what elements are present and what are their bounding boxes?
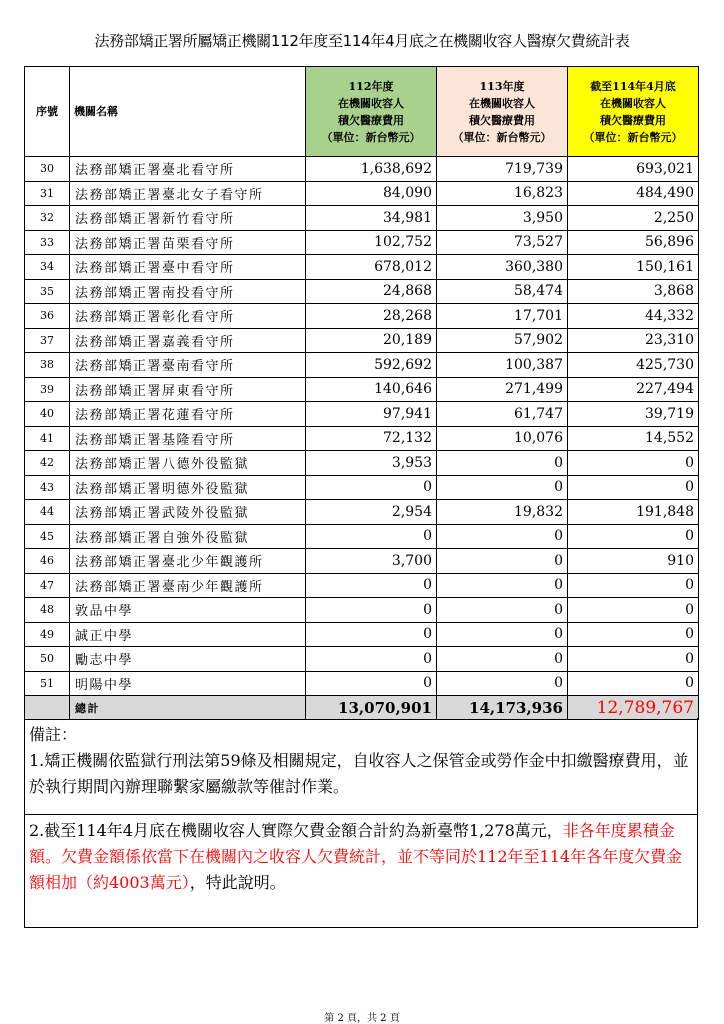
table-body bbox=[25, 157, 699, 720]
row-seq: 36 bbox=[25, 304, 70, 329]
table-row bbox=[25, 157, 699, 182]
notes-label: 備註： bbox=[29, 725, 78, 744]
row-name: 明陽中學 bbox=[70, 671, 306, 696]
table-row bbox=[25, 524, 699, 549]
medical-debt-table bbox=[24, 66, 699, 720]
row-y114: 150,161 bbox=[568, 255, 699, 280]
row-y114: 39,719 bbox=[568, 402, 699, 427]
note-2-emphasis: 非各年度累積金額。欠費金額係依當下在機關內之收容人欠費統計，並不等同於112年至114年各年度欠費金額相加（約4003萬元） bbox=[29, 821, 683, 892]
row-seq: 47 bbox=[25, 573, 70, 598]
row-y113: 0 bbox=[437, 671, 568, 696]
row-y113: 61,747 bbox=[437, 402, 568, 427]
table-row bbox=[25, 451, 699, 476]
row-seq: 50 bbox=[25, 647, 70, 672]
header-y112-line: （單位：新台幣元） bbox=[321, 130, 421, 144]
table-row bbox=[25, 353, 699, 378]
row-seq: 49 bbox=[25, 622, 70, 647]
row-y114: 227,494 bbox=[568, 377, 699, 402]
row-y114: 484,490 bbox=[568, 181, 699, 206]
header-y113-line: 在機關收容人 bbox=[469, 96, 535, 110]
row-y113: 57,902 bbox=[437, 328, 568, 353]
row-y112: 0 bbox=[306, 598, 437, 623]
table-row bbox=[25, 549, 699, 574]
row-y113: 10,076 bbox=[437, 426, 568, 451]
row-y114: 2,250 bbox=[568, 206, 699, 231]
row-seq: 37 bbox=[25, 328, 70, 353]
total-y113: 14,173,936 bbox=[437, 696, 568, 720]
row-name: 法務部矯正署臺北看守所 bbox=[70, 157, 306, 182]
row-y112: 24,868 bbox=[306, 279, 437, 304]
row-y112: 592,692 bbox=[306, 353, 437, 378]
row-y113: 0 bbox=[437, 598, 568, 623]
row-y112: 3,700 bbox=[306, 549, 437, 574]
row-name: 法務部矯正署屏東看守所 bbox=[70, 377, 306, 402]
row-seq: 40 bbox=[25, 402, 70, 427]
header-y114-line: 截至114年4月底 bbox=[590, 79, 676, 93]
total-label: 總計 bbox=[70, 696, 306, 720]
header-y114-line: （單位：新台幣元） bbox=[583, 130, 683, 144]
row-y114: 0 bbox=[568, 573, 699, 598]
row-name: 法務部矯正署明德外役監獄 bbox=[70, 475, 306, 500]
row-y114: 0 bbox=[568, 647, 699, 672]
total-y114: 12,789,767 bbox=[568, 696, 699, 720]
row-y112: 84,090 bbox=[306, 181, 437, 206]
table-row bbox=[25, 206, 699, 231]
row-y113: 0 bbox=[437, 647, 568, 672]
header-name: 機關名稱 bbox=[70, 67, 306, 157]
row-name: 法務部矯正署嘉義看守所 bbox=[70, 328, 306, 353]
notes-box bbox=[24, 718, 698, 928]
row-seq: 51 bbox=[25, 671, 70, 696]
table-row bbox=[25, 671, 699, 696]
row-seq: 32 bbox=[25, 206, 70, 231]
row-y113: 100,387 bbox=[437, 353, 568, 378]
note-2 bbox=[29, 818, 693, 896]
row-y113: 360,380 bbox=[437, 255, 568, 280]
row-name: 法務部矯正署臺南少年觀護所 bbox=[70, 573, 306, 598]
row-seq: 48 bbox=[25, 598, 70, 623]
page-footer: 第 2 頁，共 2 頁 bbox=[324, 1013, 400, 1024]
table-row bbox=[25, 573, 699, 598]
row-y112: 97,941 bbox=[306, 402, 437, 427]
table-row bbox=[25, 475, 699, 500]
header-y114 bbox=[568, 67, 699, 157]
row-seq: 33 bbox=[25, 230, 70, 255]
table-row bbox=[25, 377, 699, 402]
row-name: 法務部矯正署臺南看守所 bbox=[70, 353, 306, 378]
header-y112-line: 112年度 bbox=[348, 79, 394, 93]
row-y113: 73,527 bbox=[437, 230, 568, 255]
row-seq: 44 bbox=[25, 500, 70, 525]
row-y112: 3,953 bbox=[306, 451, 437, 476]
row-y113: 3,950 bbox=[437, 206, 568, 231]
row-y114: 910 bbox=[568, 549, 699, 574]
row-y112: 0 bbox=[306, 573, 437, 598]
table-row bbox=[25, 279, 699, 304]
row-y112: 20,189 bbox=[306, 328, 437, 353]
row-name: 法務部矯正署南投看守所 bbox=[70, 279, 306, 304]
header-seq: 序號 bbox=[25, 67, 70, 157]
row-y114: 44,332 bbox=[568, 304, 699, 329]
row-y112: 28,268 bbox=[306, 304, 437, 329]
header-y114-line: 在機關收容人 bbox=[600, 96, 666, 110]
row-y113: 0 bbox=[437, 475, 568, 500]
table-header-row bbox=[25, 67, 699, 157]
header-y113-line: 積欠醫療費用 bbox=[469, 113, 535, 127]
row-name: 法務部矯正署臺北少年觀護所 bbox=[70, 549, 306, 574]
header-y112 bbox=[306, 67, 437, 157]
row-y113: 58,474 bbox=[437, 279, 568, 304]
note-1: 1.矯正機關依監獄行刑法第59條及相關規定，自收容人之保管金或勞作金中扣繳醫療費用，並於執行期間內辦理聯繫家屬繳款等催討作業。 bbox=[29, 751, 689, 796]
row-y114: 693,021 bbox=[568, 157, 699, 182]
row-y114: 0 bbox=[568, 475, 699, 500]
row-y114: 3,868 bbox=[568, 279, 699, 304]
row-seq: 34 bbox=[25, 255, 70, 280]
row-y112: 1,638,692 bbox=[306, 157, 437, 182]
row-y112: 678,012 bbox=[306, 255, 437, 280]
row-y112: 2,954 bbox=[306, 500, 437, 525]
table-row bbox=[25, 230, 699, 255]
header-y113-line: （單位：新台幣元） bbox=[452, 130, 552, 144]
row-y113: 16,823 bbox=[437, 181, 568, 206]
row-name: 法務部矯正署新竹看守所 bbox=[70, 206, 306, 231]
row-seq: 45 bbox=[25, 524, 70, 549]
header-y113 bbox=[437, 67, 568, 157]
row-seq: 41 bbox=[25, 426, 70, 451]
row-name: 法務部矯正署八德外役監獄 bbox=[70, 451, 306, 476]
row-name: 法務部矯正署基隆看守所 bbox=[70, 426, 306, 451]
row-y112: 0 bbox=[306, 622, 437, 647]
table-row bbox=[25, 304, 699, 329]
table-row bbox=[25, 426, 699, 451]
row-name: 法務部矯正署武陵外役監獄 bbox=[70, 500, 306, 525]
row-y113: 0 bbox=[437, 451, 568, 476]
row-y114: 0 bbox=[568, 524, 699, 549]
row-seq: 42 bbox=[25, 451, 70, 476]
row-name: 誠正中學 bbox=[70, 622, 306, 647]
row-y112: 102,752 bbox=[306, 230, 437, 255]
row-seq: 30 bbox=[25, 157, 70, 182]
row-name: 勵志中學 bbox=[70, 647, 306, 672]
row-y113: 719,739 bbox=[437, 157, 568, 182]
notes-divider bbox=[25, 814, 697, 815]
header-y114-line: 積欠醫療費用 bbox=[600, 113, 666, 127]
row-name: 法務部矯正署自強外役監獄 bbox=[70, 524, 306, 549]
row-y112: 34,981 bbox=[306, 206, 437, 231]
row-name: 法務部矯正署苗栗看守所 bbox=[70, 230, 306, 255]
row-y112: 140,646 bbox=[306, 377, 437, 402]
row-y114: 0 bbox=[568, 671, 699, 696]
row-name: 法務部矯正署花蓮看守所 bbox=[70, 402, 306, 427]
row-y112: 0 bbox=[306, 475, 437, 500]
table-row bbox=[25, 255, 699, 280]
row-y114: 191,848 bbox=[568, 500, 699, 525]
table-row bbox=[25, 598, 699, 623]
header-y113-line: 113年度 bbox=[479, 79, 525, 93]
row-y114: 0 bbox=[568, 451, 699, 476]
note-2-intro: 2.截至114年4月底在機關收容人實際欠費金額合計約為新臺幣1,278萬元， bbox=[29, 821, 563, 840]
row-name: 法務部矯正署彰化看守所 bbox=[70, 304, 306, 329]
header-y112-line: 積欠醫療費用 bbox=[338, 113, 404, 127]
row-y114: 23,310 bbox=[568, 328, 699, 353]
table-row bbox=[25, 647, 699, 672]
row-seq: 31 bbox=[25, 181, 70, 206]
row-y112: 0 bbox=[306, 524, 437, 549]
row-y112: 0 bbox=[306, 647, 437, 672]
table-row bbox=[25, 402, 699, 427]
row-name: 敦品中學 bbox=[70, 598, 306, 623]
row-seq: 46 bbox=[25, 549, 70, 574]
table-row bbox=[25, 500, 699, 525]
row-name: 法務部矯正署臺北女子看守所 bbox=[70, 181, 306, 206]
table-row bbox=[25, 181, 699, 206]
row-y114: 0 bbox=[568, 622, 699, 647]
table-row bbox=[25, 328, 699, 353]
row-y113: 0 bbox=[437, 573, 568, 598]
row-y114: 0 bbox=[568, 598, 699, 623]
row-y113: 0 bbox=[437, 622, 568, 647]
header-y112-line: 在機關收容人 bbox=[338, 96, 404, 110]
row-y113: 0 bbox=[437, 549, 568, 574]
row-seq: 43 bbox=[25, 475, 70, 500]
row-y112: 0 bbox=[306, 671, 437, 696]
row-y114: 425,730 bbox=[568, 353, 699, 378]
table-row bbox=[25, 622, 699, 647]
row-y113: 17,701 bbox=[437, 304, 568, 329]
page-title: 法務部矯正署所屬矯正機關112年度至114年4月底之在機關收容人醫療欠費統計表 bbox=[94, 32, 630, 50]
row-y114: 56,896 bbox=[568, 230, 699, 255]
row-seq: 35 bbox=[25, 279, 70, 304]
row-y113: 0 bbox=[437, 524, 568, 549]
total-row bbox=[25, 696, 699, 720]
row-y113: 19,832 bbox=[437, 500, 568, 525]
row-seq: 38 bbox=[25, 353, 70, 378]
row-y113: 271,499 bbox=[437, 377, 568, 402]
row-y114: 14,552 bbox=[568, 426, 699, 451]
note-2-tail: ，特此說明。 bbox=[189, 873, 286, 892]
total-seq-cell bbox=[25, 696, 70, 720]
total-y112: 13,070,901 bbox=[306, 696, 437, 720]
row-name: 法務部矯正署臺中看守所 bbox=[70, 255, 306, 280]
row-y112: 72,132 bbox=[306, 426, 437, 451]
row-seq: 39 bbox=[25, 377, 70, 402]
